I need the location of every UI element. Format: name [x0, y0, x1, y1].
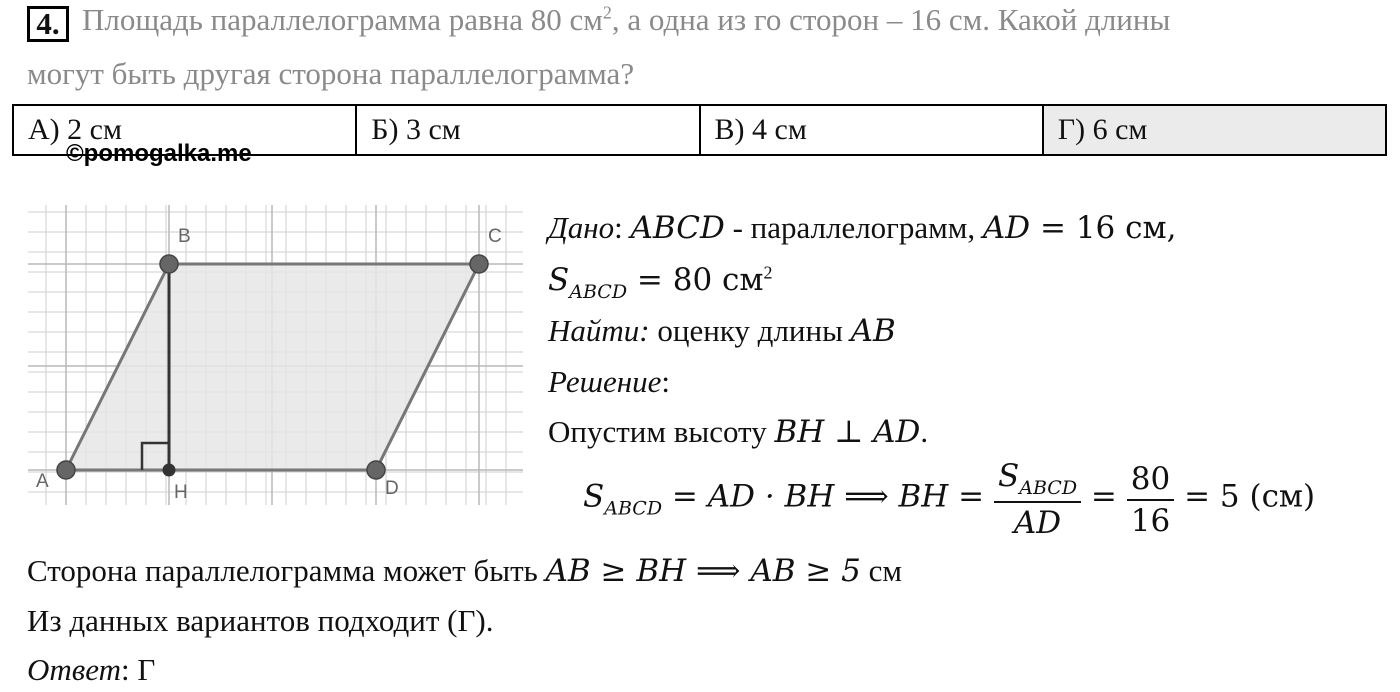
given-line: Дано: ABCD - параллелограмм, AD = 16 см, [548, 210, 1177, 246]
problem-text-1-rest: , а одна из го сторон – 16 см. Какой длины [611, 2, 1171, 37]
given-abcd: ABCD [630, 210, 725, 246]
given-text: - параллелограмм, [724, 210, 983, 245]
answer-value: : Г [120, 652, 156, 687]
option-b[interactable]: Б) 3 см [356, 105, 699, 155]
label-h: H [174, 482, 188, 503]
label-c: C [488, 226, 502, 247]
find-label: Найти: [548, 313, 650, 348]
given-eq80: = 80 см [627, 262, 764, 298]
label-b: B [178, 226, 191, 247]
find-line [548, 313, 896, 349]
label-a: A [36, 471, 49, 492]
given-label: Дано [548, 210, 615, 245]
option-a[interactable]: А) 2 см [13, 105, 356, 155]
step1-line [548, 414, 928, 450]
formula-line [583, 458, 1315, 541]
formula-s: S [583, 478, 605, 515]
given-sup: 2 [763, 262, 773, 283]
given-area-line [548, 262, 773, 303]
given-ad: AD [982, 210, 1031, 246]
step1-text: Опустим высоту [548, 414, 775, 449]
conclusion-1-unit: см [860, 553, 903, 588]
find-text: оценку длины [649, 313, 851, 348]
option-d[interactable]: Г) 6 см [1043, 105, 1386, 155]
conclusion-2: Из данных вариантов подходит (Г). [27, 603, 494, 638]
formula-s-sub: ABCD [604, 497, 663, 520]
frac-num-sub: ABCD [1019, 477, 1078, 499]
parallelogram-figure [28, 200, 528, 510]
answer-label: Ответ [27, 652, 121, 687]
given-s-sub: ABCD [569, 281, 628, 303]
frac-den: AD [1013, 505, 1062, 541]
problem-line-1 [82, 2, 1170, 38]
frac-num2: 80 [1127, 461, 1174, 501]
solution-label: Решение [548, 364, 662, 399]
point-b [160, 255, 178, 273]
step1-end: . [920, 414, 929, 449]
label-d: D [385, 478, 399, 499]
frac-den2: 16 [1130, 502, 1171, 539]
conclusion-1-math: AB ≥ BH ⟹ AB ≥ 5 [545, 553, 861, 589]
point-d [367, 461, 385, 479]
point-c [470, 255, 488, 273]
given-eq16: = 16 см, [1030, 210, 1177, 246]
point-h [163, 464, 176, 477]
given-s: S [548, 262, 570, 298]
conclusion-1-text: Сторона параллелограмма может быть [27, 553, 546, 588]
point-a [57, 461, 75, 479]
problem-text-1: Площадь параллелограмма равна 80 см [82, 2, 603, 37]
answer-line [27, 652, 155, 688]
fraction-80-16 [1127, 461, 1174, 539]
fraction-s-ad [994, 458, 1081, 541]
frac-num-s: S [998, 458, 1020, 494]
watermark: ©pomogalka.me [66, 140, 252, 167]
parallelogram-abcd [66, 264, 479, 470]
problem-number: 4. [27, 6, 69, 42]
formula-eq: = [1081, 478, 1127, 515]
step1-math: BH ⊥ AD [774, 414, 921, 450]
problem-sup: 2 [602, 2, 612, 23]
solution-line: Решение: [548, 364, 670, 399]
formula-part1: = AD · BH ⟹ BH = [662, 478, 995, 515]
conclusion-1 [27, 553, 902, 589]
option-c[interactable]: В) 4 см [700, 105, 1043, 155]
find-ab: AB [850, 313, 896, 349]
problem-line-2: могут быть другая сторона параллелограмма? [27, 56, 635, 91]
formula-end: = 5 (см) [1174, 478, 1316, 515]
